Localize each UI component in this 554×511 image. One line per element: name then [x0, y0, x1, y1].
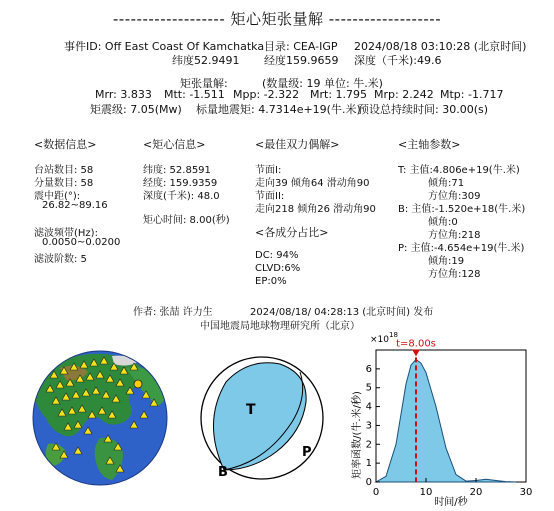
- station-globe-map: [30, 348, 170, 488]
- band-label: 滤波频带(Hz):: [34, 228, 98, 239]
- stf-xtick-label: 0: [372, 487, 380, 498]
- nodal-plane-2: 走向218 倾角26 滑动角90: [255, 204, 376, 215]
- stf-chart: [340, 330, 554, 511]
- stf-ytick-label: 3: [365, 420, 372, 432]
- event-id: 事件ID: Off East Coast Of Kamchatka: [64, 40, 265, 53]
- distance-value: 26.82~89.16: [42, 200, 108, 211]
- centroid-lat: 纬度: 52.8591: [143, 165, 211, 176]
- p-axis-plunge: 倾角:19: [428, 256, 465, 267]
- p-axis-azimuth: 方位角:128: [428, 269, 481, 280]
- mt-scale: (数量级: 19 单位: 牛.米): [262, 77, 383, 90]
- nodal-plane-2-label: 节面II:: [255, 191, 285, 202]
- mt-mrr: Mrr: 3.833: [95, 88, 152, 101]
- institute: 中国地震局地球物理研究所（北京）: [200, 321, 360, 332]
- axes-header: <主轴参数>: [398, 138, 461, 151]
- centroid-header: <矩心信息>: [143, 138, 206, 151]
- mt-mtt: Mtt: -1.511: [164, 88, 225, 101]
- mt-header: 矩张量解:: [180, 77, 228, 90]
- distance-label: 震中距(°):: [34, 191, 81, 202]
- b-axis-value: B: 主值:-1.520e+18(牛.米): [398, 204, 526, 215]
- stf-xlabel: 时间/秒: [434, 497, 468, 508]
- station-count: 台站数目: 58: [34, 165, 94, 176]
- mt-mrt: Mrt: 1.795: [310, 88, 368, 101]
- ratio-ep: EP:0%: [255, 276, 287, 287]
- centroid-time: 矩心时间: 8.00(秒): [143, 215, 230, 226]
- centroid-depth: 深度(千米): 48.0: [143, 191, 220, 202]
- t-axis-plunge: 倾角:71: [428, 178, 465, 189]
- stf-ytick-label: 6: [365, 363, 372, 375]
- ratio-dc: DC: 94%: [255, 250, 299, 261]
- mt-mw: 矩震级: 7.05(Mw): [90, 103, 182, 116]
- b-axis-plunge: 倾角:0: [428, 217, 458, 228]
- p-axis-value: P: 主值:-4.654e+19(牛.米): [398, 243, 525, 254]
- centroid-time-label: t=8.00s: [396, 338, 436, 350]
- authors: 作者: 张喆 许力生: [133, 307, 213, 318]
- mt-m0: 标量地震矩: 4.7314e+19(牛.米): [196, 103, 361, 116]
- stf-xtick-label: 10: [419, 487, 433, 498]
- event-time: 2024/08/18 03:10:28 (北京时间): [354, 40, 527, 53]
- centroid-lon: 经度: 159.9359: [143, 178, 218, 189]
- t-label: T: [246, 402, 256, 418]
- ratio-header: <各成分占比>: [255, 226, 329, 239]
- double-couple-header: <最佳双力偶解>: [255, 138, 340, 151]
- stf-ytick-label: 2: [365, 439, 372, 451]
- nodal-plane-1-label: 节面I:: [255, 165, 282, 176]
- b-axis-azimuth: 方位角:218: [428, 230, 481, 241]
- stf-xtick-label: 30: [519, 487, 533, 498]
- component-count: 分量数目: 58: [34, 178, 94, 189]
- band-value: 0.0050~0.0200: [42, 237, 121, 248]
- stf-ytick-label: 1: [365, 458, 372, 470]
- ratio-clvd: CLVD:6%: [255, 263, 301, 274]
- filter-order: 滤波阶数: 5: [34, 254, 87, 265]
- data-info-header: <数据信息>: [34, 138, 97, 151]
- epicenter-marker: [134, 380, 142, 388]
- mt-duration: 预设总持续时间: 30.00(s): [358, 103, 489, 116]
- stf-ytick-label: 0: [365, 477, 372, 488]
- beachball-diagram: [196, 352, 328, 484]
- p-label: P: [302, 445, 312, 460]
- event-depth: 深度（千米):49.6: [354, 54, 442, 67]
- stf-xtick-label: 20: [469, 487, 483, 498]
- event-catalog: 目录: CEA-IGP: [264, 40, 338, 53]
- t-axis-azimuth: 方位角:309: [428, 191, 481, 202]
- nodal-plane-1: 走向39 倾角64 滑动角90: [255, 178, 370, 189]
- b-label: B: [218, 465, 228, 480]
- publish-time: 2024/08/18/ 04:28:13 (北京时间) 发布: [250, 307, 434, 318]
- stf-ytick-label: 4: [365, 401, 372, 413]
- stf-exponent: $\times 10^{18}$: [370, 331, 398, 345]
- event-lat: 纬度52.9491: [172, 54, 240, 67]
- stf-ylabel: 矩率函数/(牛.米/秒): [352, 391, 363, 479]
- t-axis-value: T: 主值:4.806e+19(牛.米): [398, 165, 520, 176]
- event-lon: 经度159.9659: [264, 54, 339, 67]
- mt-mrp: Mrp: 2.242: [374, 88, 434, 101]
- mt-mtp: Mtp: -1.717: [440, 88, 504, 101]
- report-title: ------------------- 矩心矩张量解 -------------------: [112, 10, 442, 28]
- mt-mpp: Mpp: -2.322: [233, 88, 300, 101]
- stf-ytick-label: 5: [365, 382, 372, 394]
